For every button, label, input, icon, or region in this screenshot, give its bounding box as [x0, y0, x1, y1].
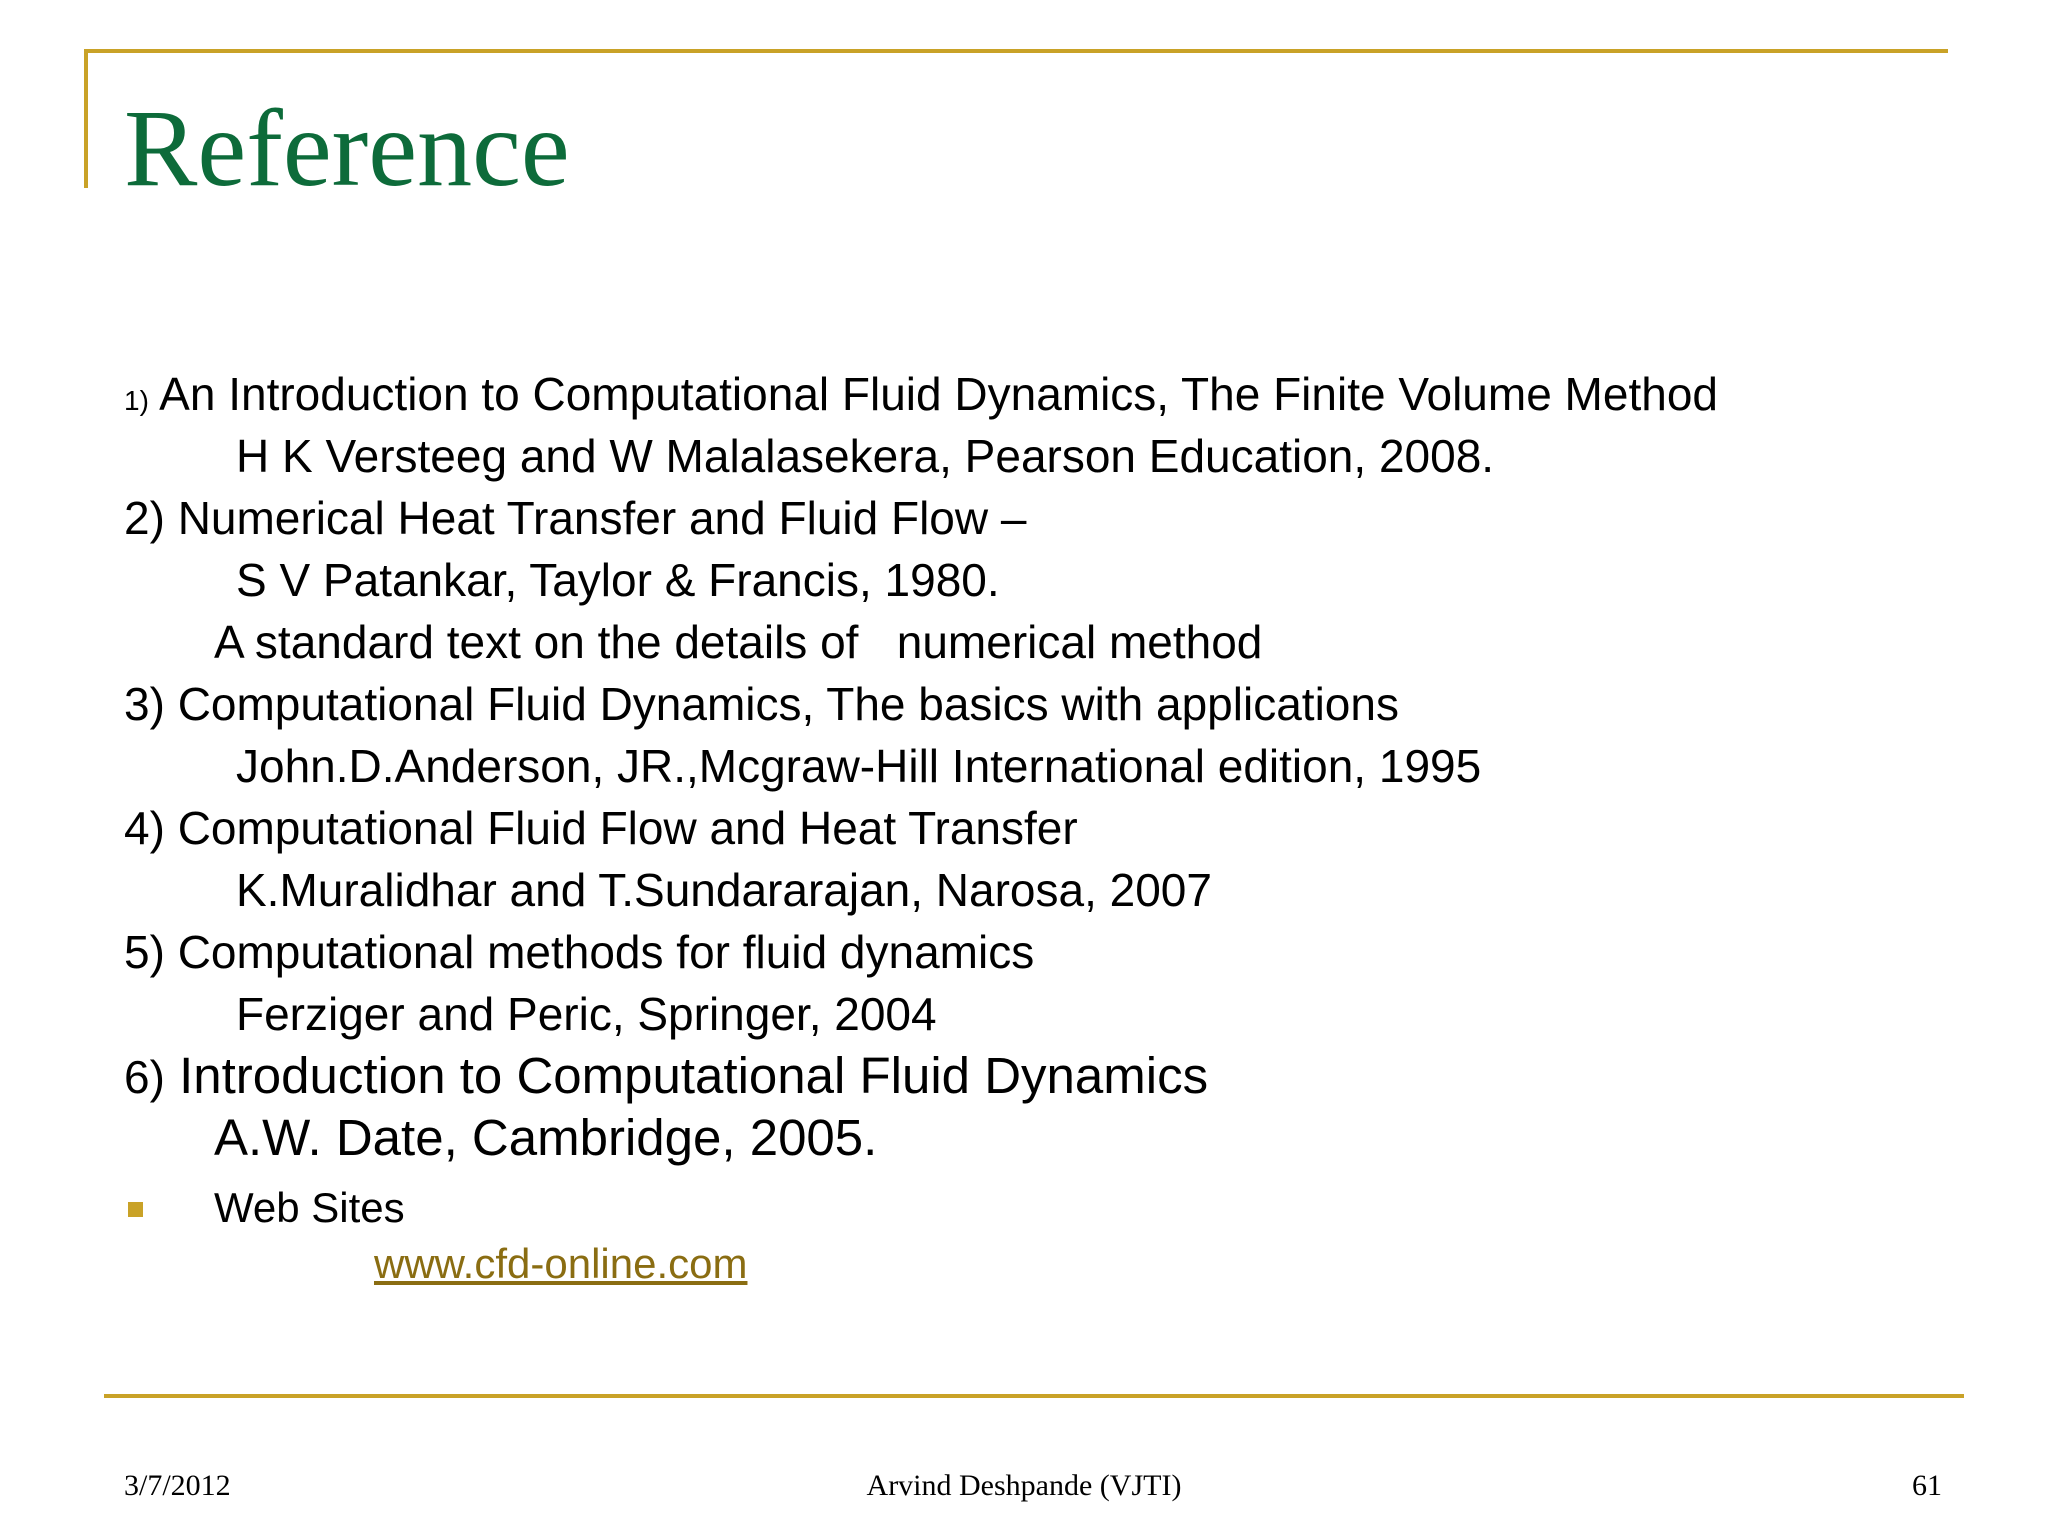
reference-4-title: Computational Fluid Flow and Heat Transfer [177, 802, 1078, 854]
slide-frame-left-rule [84, 49, 88, 188]
cfd-online-link[interactable]: www.cfd-online.com [374, 1240, 748, 1287]
footer-rule [104, 1394, 1964, 1398]
web-sites-label: Web Sites [214, 1184, 405, 1231]
reference-3-number: 3) [124, 678, 165, 730]
reference-1-number: 1) [124, 385, 149, 416]
footer-page-number: 61 [1912, 1469, 1942, 1502]
reference-2-note: A standard text on the details of numerical method [214, 616, 1263, 668]
reference-5-number: 5) [124, 926, 165, 978]
reference-4-number: 4) [124, 802, 165, 854]
reference-2-number: 2) [124, 492, 165, 544]
reference-6-details: A.W. Date, Cambridge, 2005. [214, 1109, 878, 1166]
footer-date: 3/7/2012 [124, 1469, 231, 1502]
slide-frame-top-rule [84, 49, 1948, 53]
reference-3-title: Computational Fluid Dynamics, The basics with applications [177, 678, 1399, 730]
reference-1-title: An Introduction to Computational Fluid Dynamics, The Finite Volume Method [159, 368, 1718, 420]
reference-5-title-line [124, 921, 1964, 983]
slide-title: Reference [124, 87, 570, 209]
footer-author: Arvind Deshpande (VJTI) [866, 1469, 1182, 1502]
square-bullet-icon [128, 1202, 143, 1217]
reference-3-details: John.D.Anderson, JR.,Mcgraw-Hill International edition, 1995 [236, 740, 1482, 792]
reference-2-title-line [124, 487, 1964, 549]
reference-4-details: K.Muralidhar and T.Sundararajan, Narosa, 2007 [236, 864, 1212, 916]
reference-3-title-line [124, 673, 1964, 735]
reference-2-title: Numerical Heat Transfer and Fluid Flow – [177, 492, 1027, 544]
reference-6-number: 6) [124, 1051, 165, 1103]
reference-4-title-line [124, 797, 1964, 859]
reference-6-title-line [124, 1045, 1964, 1107]
reference-6-title: Introduction to Computational Fluid Dynamics [179, 1047, 1209, 1104]
reference-list [124, 363, 1964, 1169]
reference-1-details: H K Versteeg and W Malalasekera, Pearson Education, 2008. [236, 430, 1495, 482]
reference-2-details: S V Patankar, Taylor & Francis, 1980. [236, 554, 1000, 606]
reference-5-details: Ferziger and Peric, Springer, 2004 [236, 988, 937, 1040]
reference-5-title: Computational methods for fluid dynamics [177, 926, 1035, 978]
reference-1-title-line [124, 363, 1964, 425]
